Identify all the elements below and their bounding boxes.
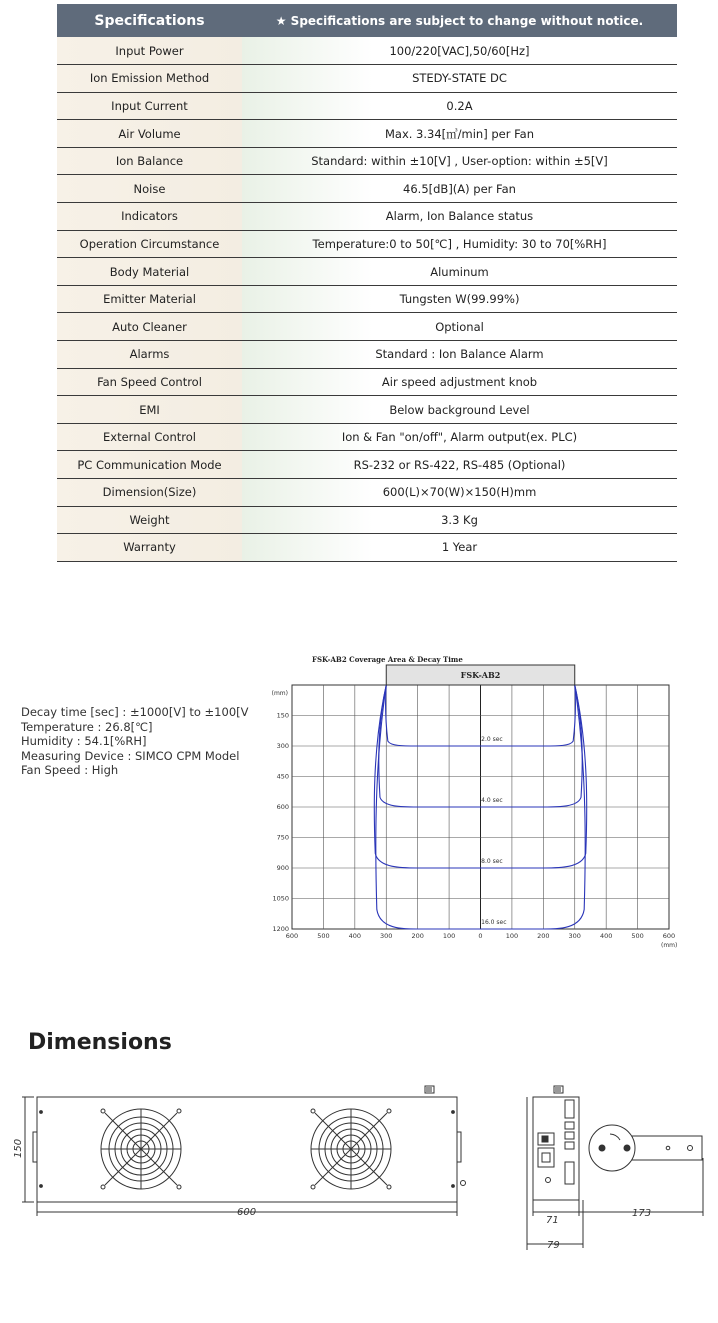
spec-value: Optional	[242, 313, 677, 341]
spec-row	[57, 423, 677, 451]
spec-header-label: Specifications	[94, 12, 205, 29]
spec-value: 0.2A	[242, 92, 677, 120]
spec-row	[57, 147, 677, 175]
spec-label: Emitter Material	[57, 285, 242, 313]
spec-value: 100/220[VAC],50/60[Hz]	[242, 37, 677, 65]
spec-label: Body Material	[57, 258, 242, 286]
spec-label: Auto Cleaner	[57, 313, 242, 341]
spec-label: Weight	[57, 506, 242, 534]
spec-table	[57, 4, 677, 562]
spec-label: Ion Emission Method	[57, 65, 242, 93]
y-unit-label: (mm)	[271, 690, 288, 697]
spec-row	[57, 175, 677, 203]
spec-header	[57, 4, 677, 37]
temperature-text: Temperature : 26.8[℃]	[21, 719, 153, 734]
depth-173-dim: 173	[632, 1208, 652, 1219]
y-tick-label: 150	[276, 711, 289, 720]
width-71-dim: 71	[546, 1215, 559, 1226]
length-dim: 600	[237, 1207, 257, 1218]
spec-label: Ion Balance	[57, 147, 242, 175]
decay-info	[21, 705, 248, 778]
y-tick-label: 750	[276, 833, 289, 842]
spec-label: Air Volume	[57, 120, 242, 148]
spec-label: Fan Speed Control	[57, 368, 242, 396]
spec-row	[57, 368, 677, 396]
chart-device	[386, 665, 575, 685]
spec-value: STEDY-STATE DC	[242, 65, 677, 93]
x-tick-label: 200	[537, 932, 550, 940]
y-tick-label: 450	[276, 772, 289, 781]
y-tick-label: 1200	[272, 925, 289, 933]
decay-time-text: Decay time [sec] : ±1000[V] to ±100[V	[21, 705, 249, 719]
x-tick-label: 600	[285, 932, 299, 940]
spec-value: Air speed adjustment knob	[242, 368, 677, 396]
fan-left-icon	[101, 1109, 181, 1189]
spec-label: Noise	[57, 175, 242, 203]
spec-label: Warranty	[57, 534, 242, 562]
spec-label: Input Current	[57, 92, 242, 120]
spec-value: 1 Year	[242, 534, 677, 562]
spec-value: 3.3 Kg	[242, 506, 677, 534]
spec-label: Operation Circumstance	[57, 230, 242, 258]
spec-value: Standard : Ion Balance Alarm	[242, 341, 677, 369]
spec-row	[57, 37, 677, 65]
measuring-device-text: Measuring Device : SIMCO CPM Model	[21, 748, 240, 763]
spec-row	[57, 341, 677, 369]
spec-label: Indicators	[57, 203, 242, 231]
x-tick-label: 0	[478, 932, 483, 940]
spec-row	[57, 230, 677, 258]
device-label: FSK-AB2	[460, 670, 501, 680]
decay-curve-label: 4.0 sec	[481, 797, 503, 804]
spec-row	[57, 65, 677, 93]
spec-row	[57, 92, 677, 120]
decay-curve-label: 8.0 sec	[481, 858, 503, 865]
coverage-chart	[262, 652, 682, 952]
x-tick-label: 300	[380, 932, 393, 940]
spec-row	[57, 285, 677, 313]
spec-label: PC Communication Mode	[57, 451, 242, 479]
spec-row	[57, 534, 677, 562]
dimensions-title: Dimensions	[28, 1030, 172, 1055]
spec-row	[57, 479, 677, 507]
spec-value: Max. 3.34[㎥/min] per Fan	[242, 120, 677, 148]
spec-value: Tungsten W(99.99%)	[242, 285, 677, 313]
spec-row	[57, 203, 677, 231]
spec-label: Alarms	[57, 341, 242, 369]
spec-label: EMI	[57, 396, 242, 424]
spec-value: Below background Level	[242, 396, 677, 424]
x-tick-label: 100	[505, 932, 519, 940]
x-tick-label: 500	[317, 932, 330, 940]
chart-title: FSK-AB2 Coverage Area & Decay Time	[312, 655, 463, 664]
dimensions-drawing	[0, 1080, 718, 1260]
spec-value: Alarm, Ion Balance status	[242, 203, 677, 231]
spec-row	[57, 120, 677, 148]
width-79-dim: 79	[547, 1240, 560, 1251]
spec-value: Aluminum	[242, 258, 677, 286]
spec-row	[57, 313, 677, 341]
spec-label: Dimension(Size)	[57, 479, 242, 507]
spec-value: Temperature:0 to 50[℃] , Humidity: 30 to 70[%RH]	[242, 230, 677, 258]
x-tick-label: 200	[411, 932, 424, 940]
decay-curve-label: 2.0 sec	[481, 736, 503, 743]
spec-value: Ion & Fan "on/off", Alarm output(ex. PLC)	[242, 423, 677, 451]
y-tick-label: 300	[276, 742, 289, 750]
spec-header-note: ★ Specifications are subject to change without notice.	[275, 13, 644, 28]
x-tick-label: 100	[442, 932, 456, 940]
spec-value: 46.5[dB](A) per Fan	[242, 175, 677, 203]
spec-value: Standard: within ±10[V] , User-option: within ±5[V]	[242, 147, 677, 175]
knob-icon	[589, 1125, 702, 1171]
spec-row	[57, 506, 677, 534]
fan-right-icon	[311, 1109, 391, 1189]
humidity-text: Humidity : 54.1[%RH]	[21, 734, 147, 748]
spec-value: RS-232 or RS-422, RS-485 (Optional)	[242, 451, 677, 479]
fan-speed-text: Fan Speed : High	[21, 763, 119, 777]
spec-row	[57, 396, 677, 424]
spec-label: External Control	[57, 423, 242, 451]
x-tick-label: 600	[662, 932, 676, 940]
spec-value: 600(L)×70(W)×150(H)mm	[242, 479, 677, 507]
height-dim: 150	[13, 1138, 24, 1158]
spec-label: Input Power	[57, 37, 242, 65]
y-tick-label: 1050	[272, 894, 289, 903]
y-tick-label: 600	[276, 803, 289, 811]
x-tick-label: 300	[568, 932, 581, 940]
front-view	[22, 1086, 466, 1216]
x-tick-label: 400	[348, 932, 362, 940]
x-tick-label: 500	[631, 932, 644, 940]
decay-curve-label: 16.0 sec	[481, 919, 507, 926]
y-tick-label: 900	[276, 864, 289, 872]
spec-row	[57, 258, 677, 286]
spec-row	[57, 451, 677, 479]
x-tick-label: 400	[599, 932, 613, 940]
x-unit-label: (mm)	[661, 942, 678, 949]
